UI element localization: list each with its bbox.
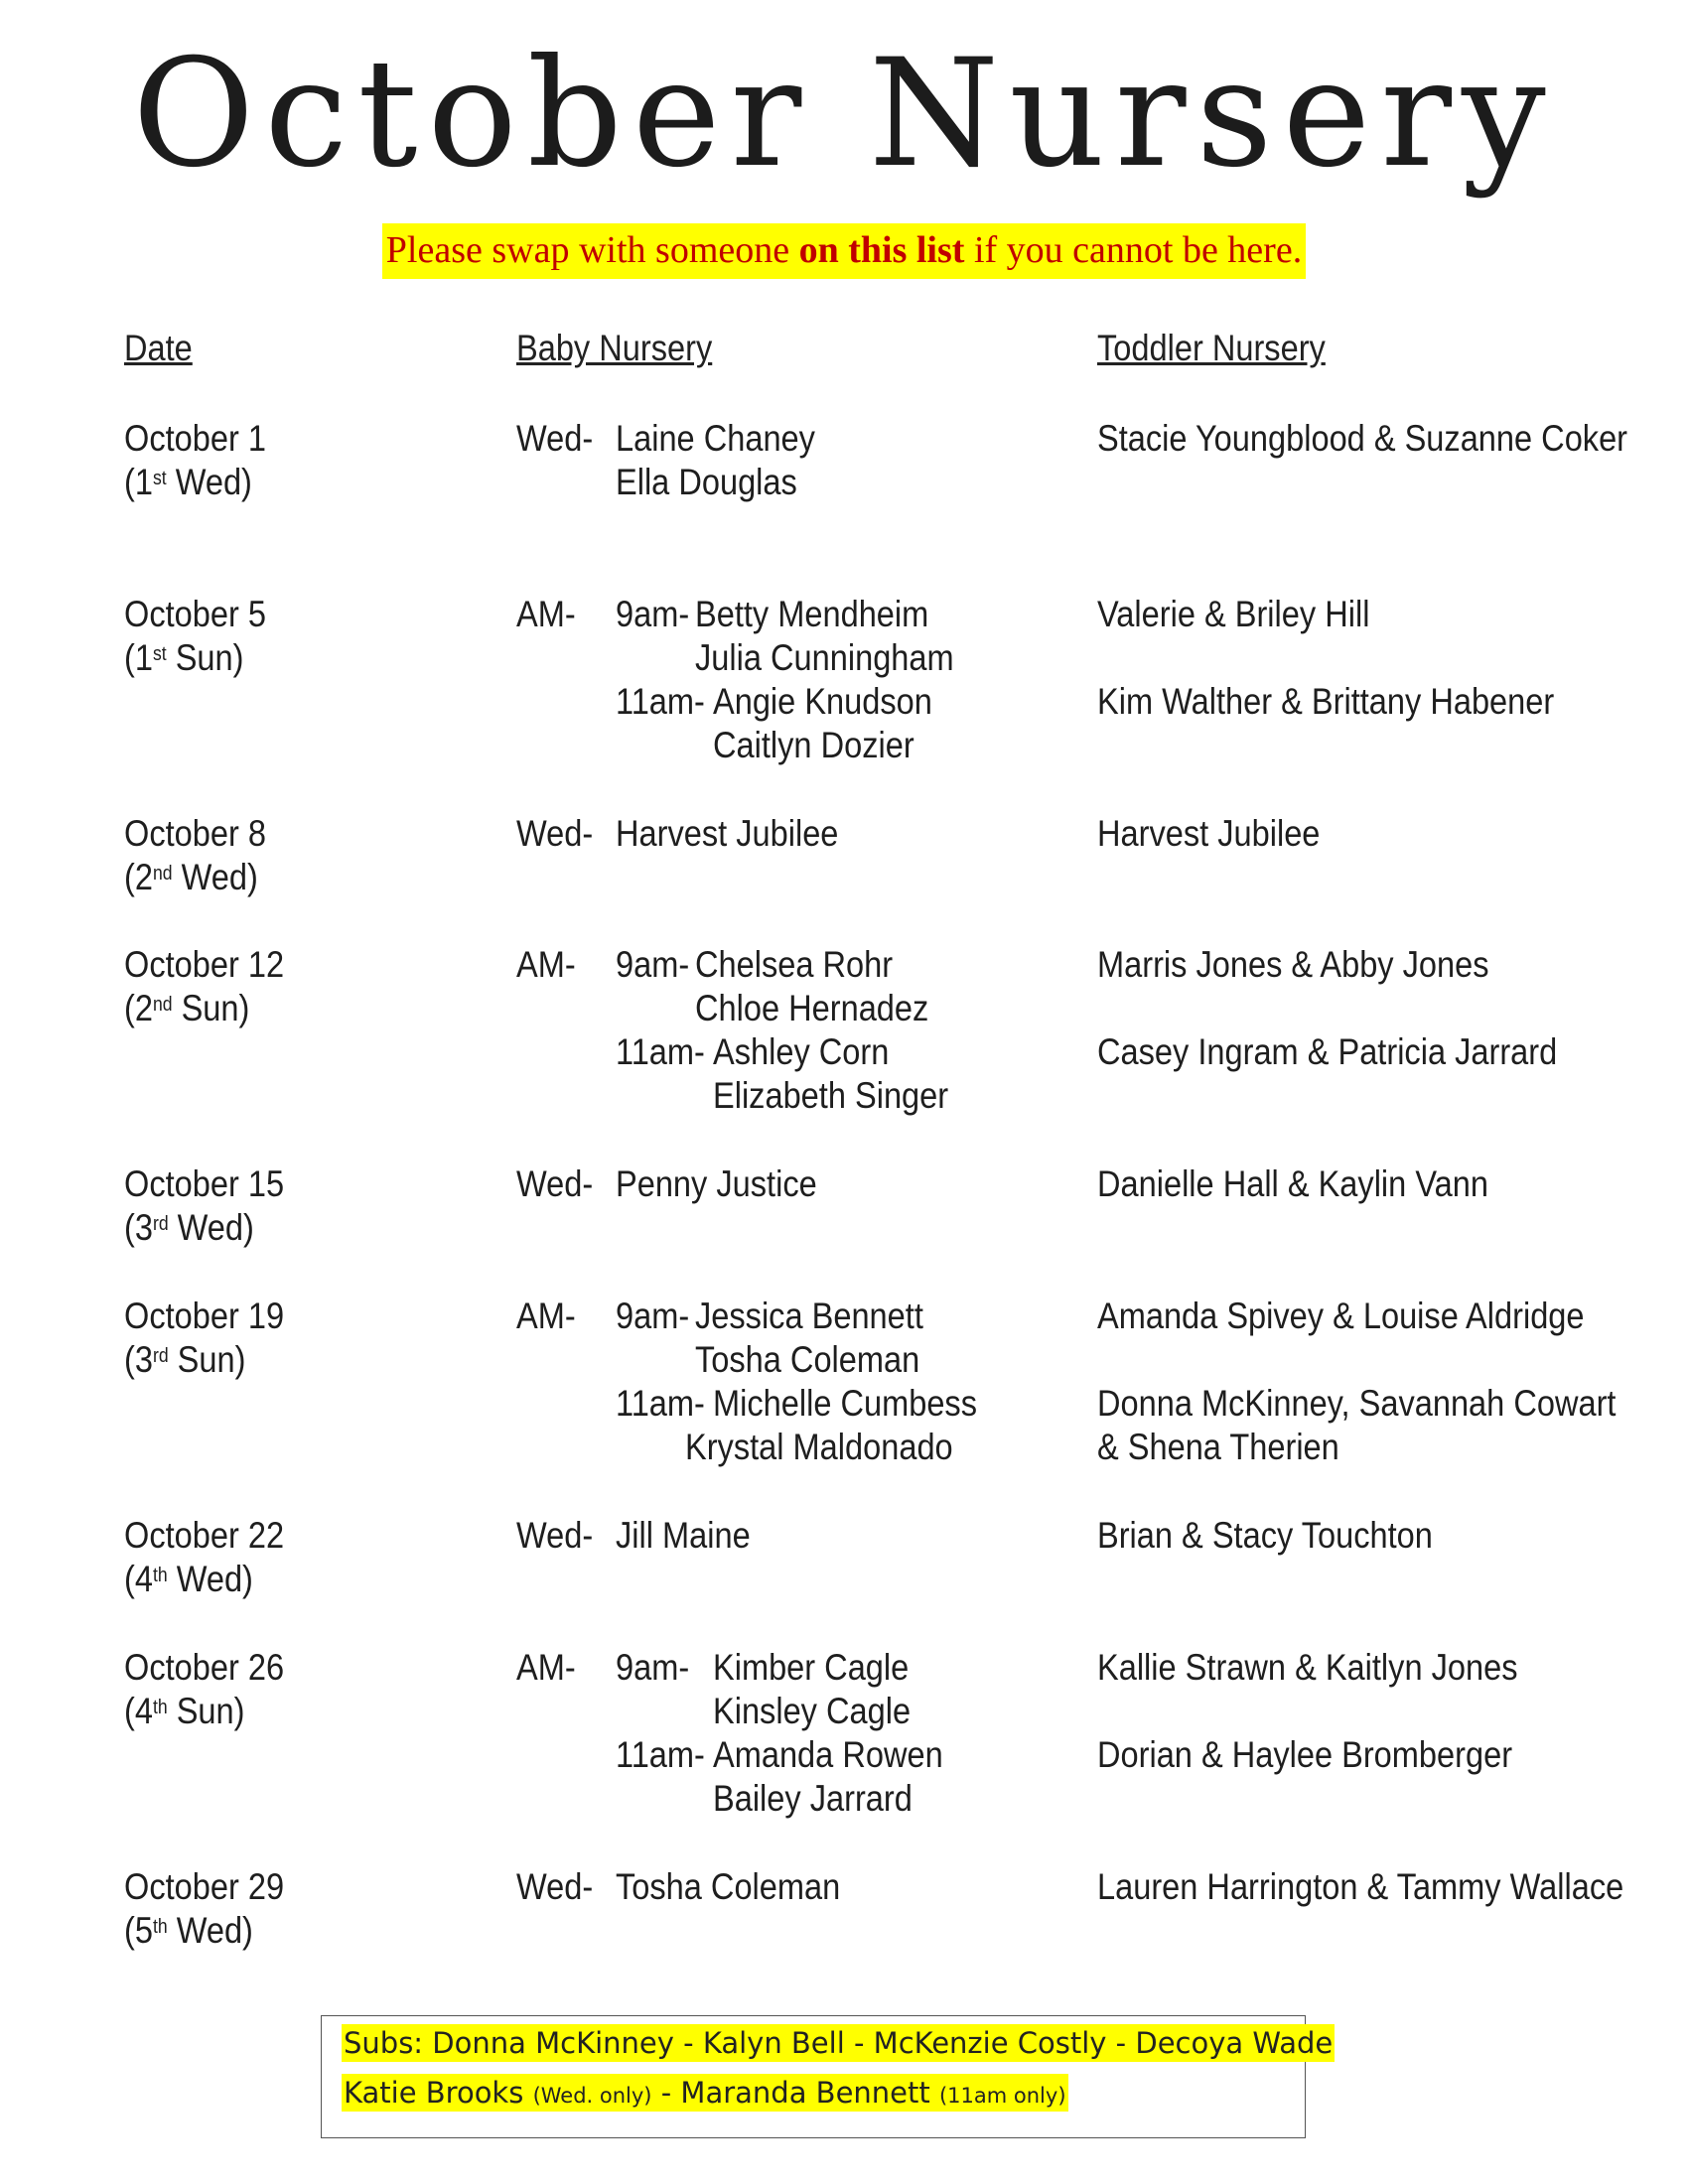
service-type: Wed- [516, 1515, 594, 1556]
baby-volunteer: Krystal Maldonado [685, 1427, 953, 1467]
time-9am: 9am- [616, 1647, 690, 1688]
time-9am: 9am- [616, 944, 690, 985]
baby-volunteer: Ella Douglas [616, 462, 797, 502]
toddler-volunteers: Lauren Harrington & Tammy Wallace [1097, 1866, 1624, 1907]
row-ordinal: (2nd Wed) [124, 857, 258, 897]
service-type: AM- [516, 1296, 576, 1336]
baby-volunteer: Michelle Cumbess [713, 1383, 978, 1424]
toddler-volunteers: Brian & Stacy Touchton [1097, 1515, 1433, 1556]
baby-volunteer: Penny Justice [616, 1163, 817, 1204]
baby-volunteer: Amanda Rowen [713, 1734, 943, 1775]
time-11am: 11am- [616, 1031, 705, 1072]
toddler-volunteers: Casey Ingram & Patricia Jarrard [1097, 1031, 1558, 1072]
subs-line-2: Katie Brooks (Wed. only) - Maranda Bennett (11am only) [344, 2076, 1066, 2110]
baby-volunteer: Kinsley Cagle [713, 1691, 912, 1731]
row-ordinal: (1st Wed) [124, 462, 252, 502]
service-type: Wed- [516, 813, 594, 854]
time-11am: 11am- [616, 1734, 705, 1775]
baby-volunteer: Caitlyn Dozier [713, 725, 914, 765]
baby-volunteer: Bailey Jarrard [713, 1778, 913, 1819]
toddler-volunteers: Danielle Hall & Kaylin Vann [1097, 1163, 1488, 1204]
baby-nursery-header: Baby Nursery [516, 328, 713, 368]
row-date: October 12 [124, 944, 285, 985]
time-11am: 11am- [616, 1383, 705, 1424]
baby-volunteer: Betty Mendheim [695, 594, 929, 634]
row-ordinal: (2nd Sun) [124, 988, 250, 1028]
row-date: October 26 [124, 1647, 285, 1688]
row-date: October 29 [124, 1866, 285, 1907]
row-ordinal: (4th Wed) [124, 1559, 253, 1599]
baby-volunteer: Angie Knudson [713, 681, 932, 722]
row-ordinal: (5th Wed) [124, 1910, 253, 1951]
baby-volunteer: Harvest Jubilee [616, 813, 839, 854]
baby-volunteer: Jill Maine [616, 1515, 751, 1556]
service-type: Wed- [516, 1163, 594, 1204]
toddler-volunteers: Valerie & Briley Hill [1097, 594, 1370, 634]
baby-volunteer: Elizabeth Singer [713, 1075, 949, 1116]
toddler-volunteers: Kim Walther & Brittany Habener [1097, 681, 1555, 722]
row-date: October 19 [124, 1296, 285, 1336]
time-9am: 9am- [616, 594, 690, 634]
row-date: October 5 [124, 594, 266, 634]
baby-volunteer: Laine Chaney [616, 418, 815, 459]
toddler-nursery-header: Toddler Nursery [1097, 328, 1326, 368]
toddler-volunteers: Marris Jones & Abby Jones [1097, 944, 1489, 985]
toddler-volunteers: Amanda Spivey & Louise Aldridge [1097, 1296, 1585, 1336]
toddler-volunteers: Stacie Youngblood & Suzanne Coker [1097, 418, 1628, 459]
toddler-volunteers: Kallie Strawn & Kaitlyn Jones [1097, 1647, 1518, 1688]
baby-volunteer: Jessica Bennett [695, 1296, 923, 1336]
row-ordinal: (3rd Wed) [124, 1207, 254, 1248]
swap-notice: Please swap with someone on this list if you cannot be here. [0, 228, 1688, 272]
baby-volunteer: Kimber Cagle [713, 1647, 910, 1688]
baby-volunteer: Julia Cunningham [695, 637, 954, 678]
baby-volunteer: Chloe Hernadez [695, 988, 929, 1028]
service-type: AM- [516, 594, 576, 634]
baby-volunteer: Tosha Coleman [695, 1339, 920, 1380]
time-9am: 9am- [616, 1296, 690, 1336]
baby-volunteer: Chelsea Rohr [695, 944, 894, 985]
row-date: October 1 [124, 418, 266, 459]
service-type: Wed- [516, 1866, 594, 1907]
service-type: AM- [516, 944, 576, 985]
page-title: October Nursery [132, 28, 1556, 201]
row-date: October 22 [124, 1515, 285, 1556]
toddler-volunteers: Harvest Jubilee [1097, 813, 1321, 854]
toddler-volunteers: Donna McKinney, Savannah Cowart [1097, 1383, 1617, 1424]
row-date: October 8 [124, 813, 266, 854]
subs-line-1: Subs: Donna McKinney - Kalyn Bell - McKenzie Costly - Decoya Wade [344, 2026, 1334, 2060]
row-ordinal: (3rd Sun) [124, 1339, 246, 1380]
subs-box [321, 2015, 1334, 2138]
row-date: October 15 [124, 1163, 285, 1204]
baby-volunteer: Tosha Coleman [616, 1866, 841, 1907]
time-11am: 11am- [616, 681, 705, 722]
toddler-volunteers: Dorian & Haylee Bromberger [1097, 1734, 1513, 1775]
date-header: Date [124, 328, 193, 368]
toddler-volunteers: & Shena Therien [1097, 1427, 1339, 1467]
service-type: AM- [516, 1647, 576, 1688]
service-type: Wed- [516, 418, 594, 459]
row-ordinal: (4th Sun) [124, 1691, 245, 1731]
baby-volunteer: Ashley Corn [713, 1031, 890, 1072]
row-ordinal: (1st Sun) [124, 637, 244, 678]
